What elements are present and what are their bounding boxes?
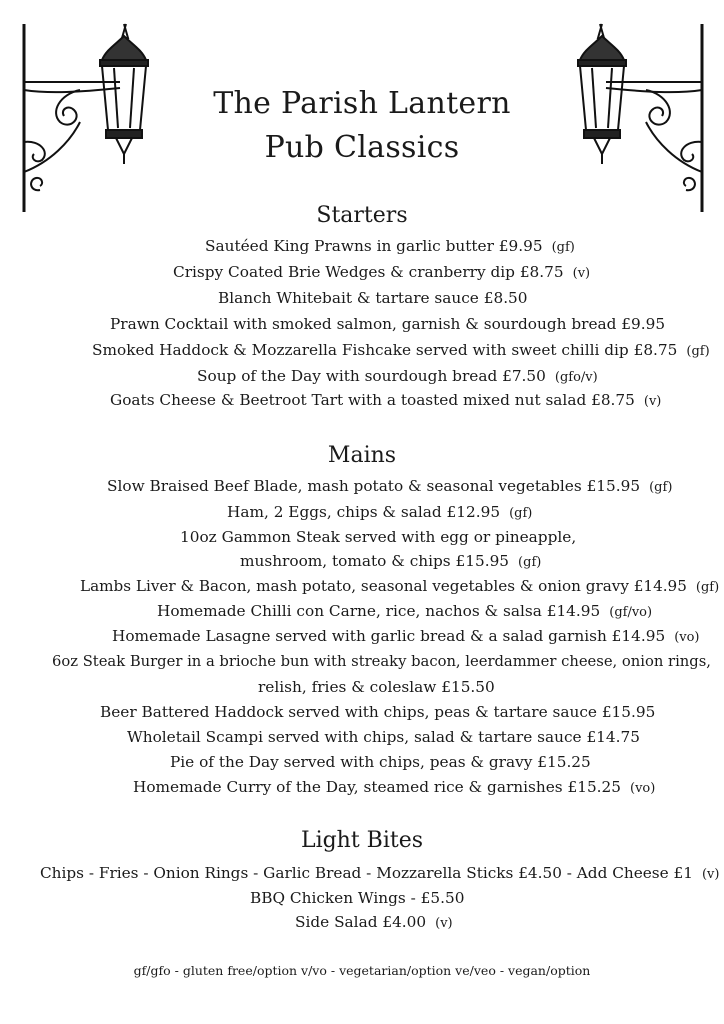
- pub-name: The Parish Lantern: [213, 86, 511, 121]
- menu-item: Chips - Fries - Onion Rings - Garlic Bread - Mozzarella Sticks £4.50 - Add Cheese £1 (v): [40, 864, 720, 882]
- menu-item: relish, fries & coleslaw £15.50: [258, 678, 495, 696]
- menu-subtitle: Pub Classics: [264, 130, 460, 165]
- menu-item: Side Salad £4.00 (v): [295, 913, 453, 931]
- menu-item: Slow Braised Beef Blade, mash potato & seasonal vegetables £15.95 (gf): [107, 477, 673, 495]
- menu-item: Soup of the Day with sourdough bread £7.50 (gfo/v): [197, 367, 598, 385]
- menu-item: mushroom, tomato & chips £15.95 (gf): [240, 552, 542, 570]
- menu-item: 6oz Steak Burger in a brioche bun with streaky bacon, leerdammer cheese, onion rings,: [52, 653, 711, 670]
- menu-item: 10oz Gammon Steak served with egg or pineapple,: [180, 528, 577, 546]
- menu-item: Pie of the Day served with chips, peas & gravy £15.25: [170, 753, 591, 771]
- menu-item: Prawn Cocktail with smoked salmon, garnish & sourdough bread £9.95: [110, 315, 666, 333]
- menu-item: Crispy Coated Brie Wedges & cranberry dip £8.75 (v): [173, 263, 591, 281]
- menu-item: Blanch Whitebait & tartare sauce £8.50: [218, 289, 528, 307]
- dietary-key: gf/gfo - gluten free/option v/vo - vegetarian/option ve/veo - vegan/option: [133, 963, 591, 978]
- section-heading-light-bites: Light Bites: [300, 828, 424, 853]
- menu-item: Beer Battered Haddock served with chips, peas & tartare sauce £15.95: [100, 703, 656, 721]
- section-heading-mains: Mains: [327, 443, 397, 468]
- menu-item: Sautéed King Prawns in garlic butter £9.95 (gf): [205, 237, 575, 255]
- menu-item: Wholetail Scampi served with chips, salad & tartare sauce £14.75: [127, 728, 640, 746]
- menu-item: Homemade Curry of the Day, steamed rice & garnishes £15.25 (vo): [133, 778, 656, 796]
- menu-item: Homemade Lasagne served with garlic bread & a salad garnish £14.95 (vo): [112, 627, 700, 645]
- section-heading-starters: Starters: [316, 203, 408, 228]
- menu-item: Goats Cheese & Beetroot Tart with a toasted mixed nut salad £8.75 (v): [110, 391, 662, 409]
- menu-item: Smoked Haddock & Mozzarella Fishcake served with sweet chilli dip £8.75 (gf): [92, 341, 710, 359]
- menu-item: Ham, 2 Eggs, chips & salad £12.95 (gf): [227, 503, 533, 521]
- menu-item: Lambs Liver & Bacon, mash potato, seasonal vegetables & onion gravy £14.95 (gf): [80, 577, 720, 595]
- menu-title: [0, 82, 724, 170]
- menu-item: BBQ Chicken Wings - £5.50: [250, 889, 465, 907]
- menu-item: Homemade Chilli con Carne, rice, nachos & salsa £14.95 (gf/vo): [157, 602, 653, 620]
